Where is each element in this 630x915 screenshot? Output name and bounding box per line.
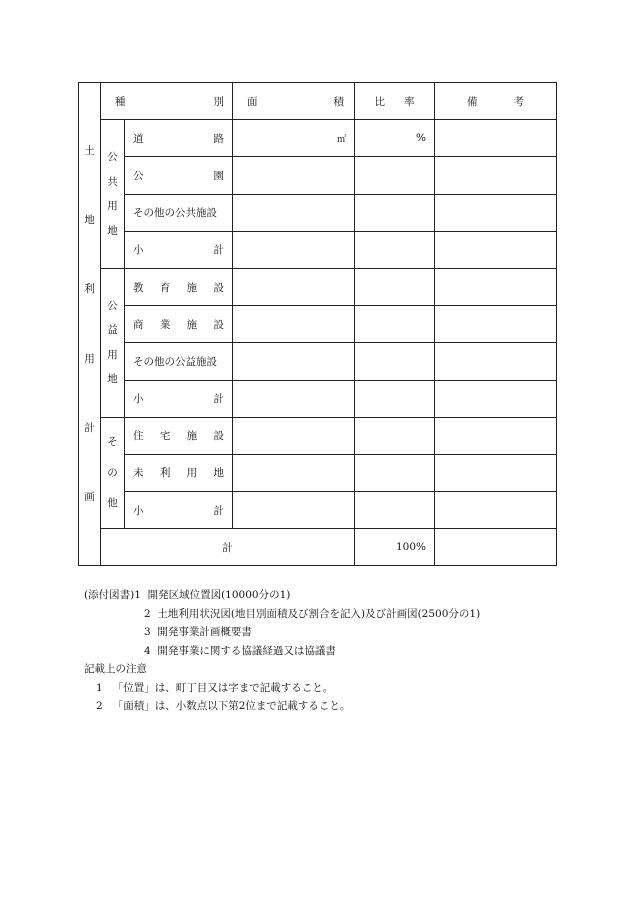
side-label-char: 土 [84, 144, 95, 157]
remarks-cell[interactable] [435, 343, 557, 380]
total-row [79, 529, 557, 566]
table-row [79, 380, 557, 417]
table-row [79, 120, 557, 157]
ratio-cell[interactable] [355, 454, 435, 491]
ratio-cell[interactable] [355, 231, 435, 268]
group-label-public: 公 共 用 地 [101, 120, 125, 269]
total-ratio[interactable]: 100% [355, 529, 435, 566]
attachment-item: 4 開発事業に関する協議経過又は協議書 [144, 644, 336, 657]
total-label: 計 [101, 529, 355, 566]
ratio-cell[interactable] [355, 194, 435, 231]
remarks-cell[interactable] [435, 306, 557, 343]
ratio-cell[interactable] [355, 268, 435, 305]
group-label-other: そ の 他 [101, 417, 125, 529]
area-cell[interactable] [233, 157, 355, 194]
area-cell[interactable] [233, 343, 355, 380]
ratio-cell[interactable] [355, 157, 435, 194]
area-cell[interactable] [233, 306, 355, 343]
remarks-cell[interactable] [435, 268, 557, 305]
remarks-cell[interactable] [435, 231, 557, 268]
caution-item: 2 「面積」は、小数点以下第2位まで記載すること。 [96, 700, 351, 712]
remarks-cell[interactable] [435, 380, 557, 417]
remarks-cell[interactable] [435, 157, 557, 194]
table-row [79, 343, 557, 380]
header-kind: 種 別 [101, 83, 233, 120]
area-cell[interactable] [233, 231, 355, 268]
attachment-item: 2 土地利用状況図(地目別面積及び割合を記入)及び計画図(2500分の1) [144, 607, 481, 620]
area-cell[interactable] [233, 194, 355, 231]
side-label-char: 計 [84, 421, 95, 434]
area-cell[interactable] [233, 492, 355, 529]
ratio-cell[interactable] [355, 380, 435, 417]
ratio-cell[interactable] [355, 492, 435, 529]
row-label-unused: 未 利 用 地 [125, 454, 233, 491]
row-label-other-benefit: その他の公益施設 [125, 343, 233, 380]
ratio-cell[interactable] [355, 417, 435, 454]
row-label-road: 道 路 [125, 120, 233, 157]
row-label-other-public: その他の公共施設 [125, 194, 233, 231]
table-row [79, 268, 557, 305]
table-header-row [79, 83, 557, 120]
ratio-cell[interactable] [355, 343, 435, 380]
area-unit: ㎡ [336, 134, 346, 145]
side-label-cell [79, 83, 101, 566]
remarks-cell[interactable] [435, 120, 557, 157]
area-cell[interactable] [233, 454, 355, 491]
remarks-cell[interactable] [435, 492, 557, 529]
area-cell[interactable] [233, 268, 355, 305]
remarks-cell[interactable] [435, 417, 557, 454]
area-cell[interactable] [233, 417, 355, 454]
table-row [79, 417, 557, 454]
attachments-prefix: (添付図書) [84, 589, 135, 601]
remarks-cell[interactable] [435, 454, 557, 491]
row-label-education: 教 育 施 設 [125, 268, 233, 305]
table-row [79, 492, 557, 529]
area-cell[interactable] [233, 380, 355, 417]
group-label-public-benefit: 公 益 用 地 [101, 268, 125, 417]
row-label-subtotal: 小 計 [125, 231, 233, 268]
side-label-char: 利 [84, 283, 95, 296]
ratio-unit: % [416, 132, 426, 145]
area-cell[interactable] [233, 120, 355, 157]
table-row [79, 306, 557, 343]
table-row [79, 231, 557, 268]
remarks-cell[interactable] [435, 529, 557, 566]
attachment-item: (添付図書)1 開発区域位置図(10000分の1) [84, 589, 291, 601]
cautions-title: 記載上の注意 [84, 663, 147, 675]
row-label-subtotal: 小 計 [125, 492, 233, 529]
header-area: 面 積 [233, 83, 355, 120]
row-label-residential: 住 宅 施 設 [125, 417, 233, 454]
table-row [79, 194, 557, 231]
side-label-char: 用 [84, 352, 95, 365]
ratio-cell[interactable] [355, 306, 435, 343]
table-row [79, 157, 557, 194]
table-row [79, 454, 557, 491]
land-use-plan-table [78, 82, 557, 566]
side-label-char: 地 [84, 213, 95, 226]
caution-item: 1 「位置」は、町丁目又は字まで記載すること。 [96, 681, 334, 694]
notes-section [84, 586, 480, 716]
header-remarks: 備 考 [435, 83, 557, 120]
row-label-park: 公 園 [125, 157, 233, 194]
attachment-item: 3 開発事業計画概要書 [144, 626, 252, 638]
side-label-char: 画 [84, 491, 95, 504]
row-label-commercial: 商 業 施 設 [125, 306, 233, 343]
row-label-subtotal: 小 計 [125, 380, 233, 417]
header-ratio: 比 率 [355, 83, 435, 120]
ratio-cell[interactable] [355, 120, 435, 157]
remarks-cell[interactable] [435, 194, 557, 231]
